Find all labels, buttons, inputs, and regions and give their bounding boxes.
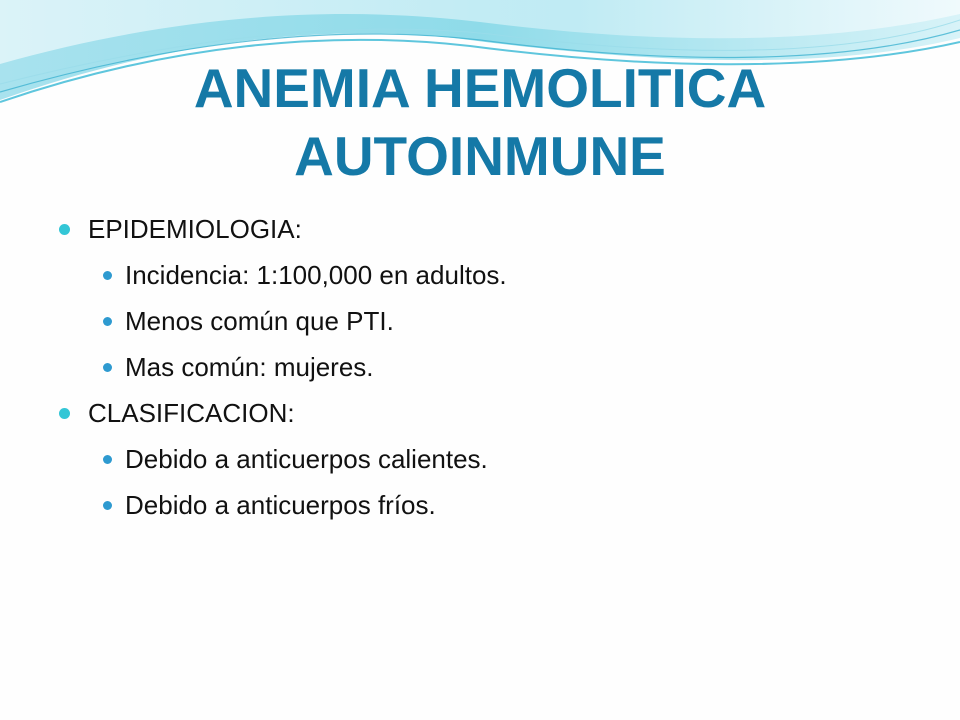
bullet-clasificacion <box>88 398 295 428</box>
sub-bullet-mas-comun <box>125 352 374 382</box>
bullet-dot-icon <box>103 501 112 510</box>
sub-bullet-menos-comun <box>125 306 394 336</box>
bullet-dot-icon <box>103 271 112 280</box>
bullet-dot-icon <box>103 363 112 372</box>
bullet-text: EPIDEMIOLOGIA: <box>88 214 302 244</box>
bullet-dot-icon <box>59 408 70 419</box>
bullet-dot-icon <box>103 317 112 326</box>
slide-title-line-1: ANEMIA HEMOLITICA <box>193 57 767 119</box>
bullet-text: Debido a anticuerpos calientes. <box>125 444 488 474</box>
sub-bullet-calientes <box>125 444 488 474</box>
bullet-text: CLASIFICACION: <box>88 398 295 428</box>
sub-bullet-incidencia <box>125 260 507 290</box>
slide-title-line-2: AUTOINMUNE <box>294 125 666 187</box>
bullet-epidemiologia <box>88 214 302 244</box>
bullet-dot-icon <box>103 455 112 464</box>
sub-bullet-frios <box>125 490 436 520</box>
bullet-dot-icon <box>59 224 70 235</box>
bullet-text: Mas común: mujeres. <box>125 352 374 382</box>
bullet-text: Incidencia: 1:100,000 en adultos. <box>125 260 507 290</box>
bullet-text: Debido a anticuerpos fríos. <box>125 490 436 520</box>
bullet-text: Menos común que PTI. <box>125 306 394 336</box>
